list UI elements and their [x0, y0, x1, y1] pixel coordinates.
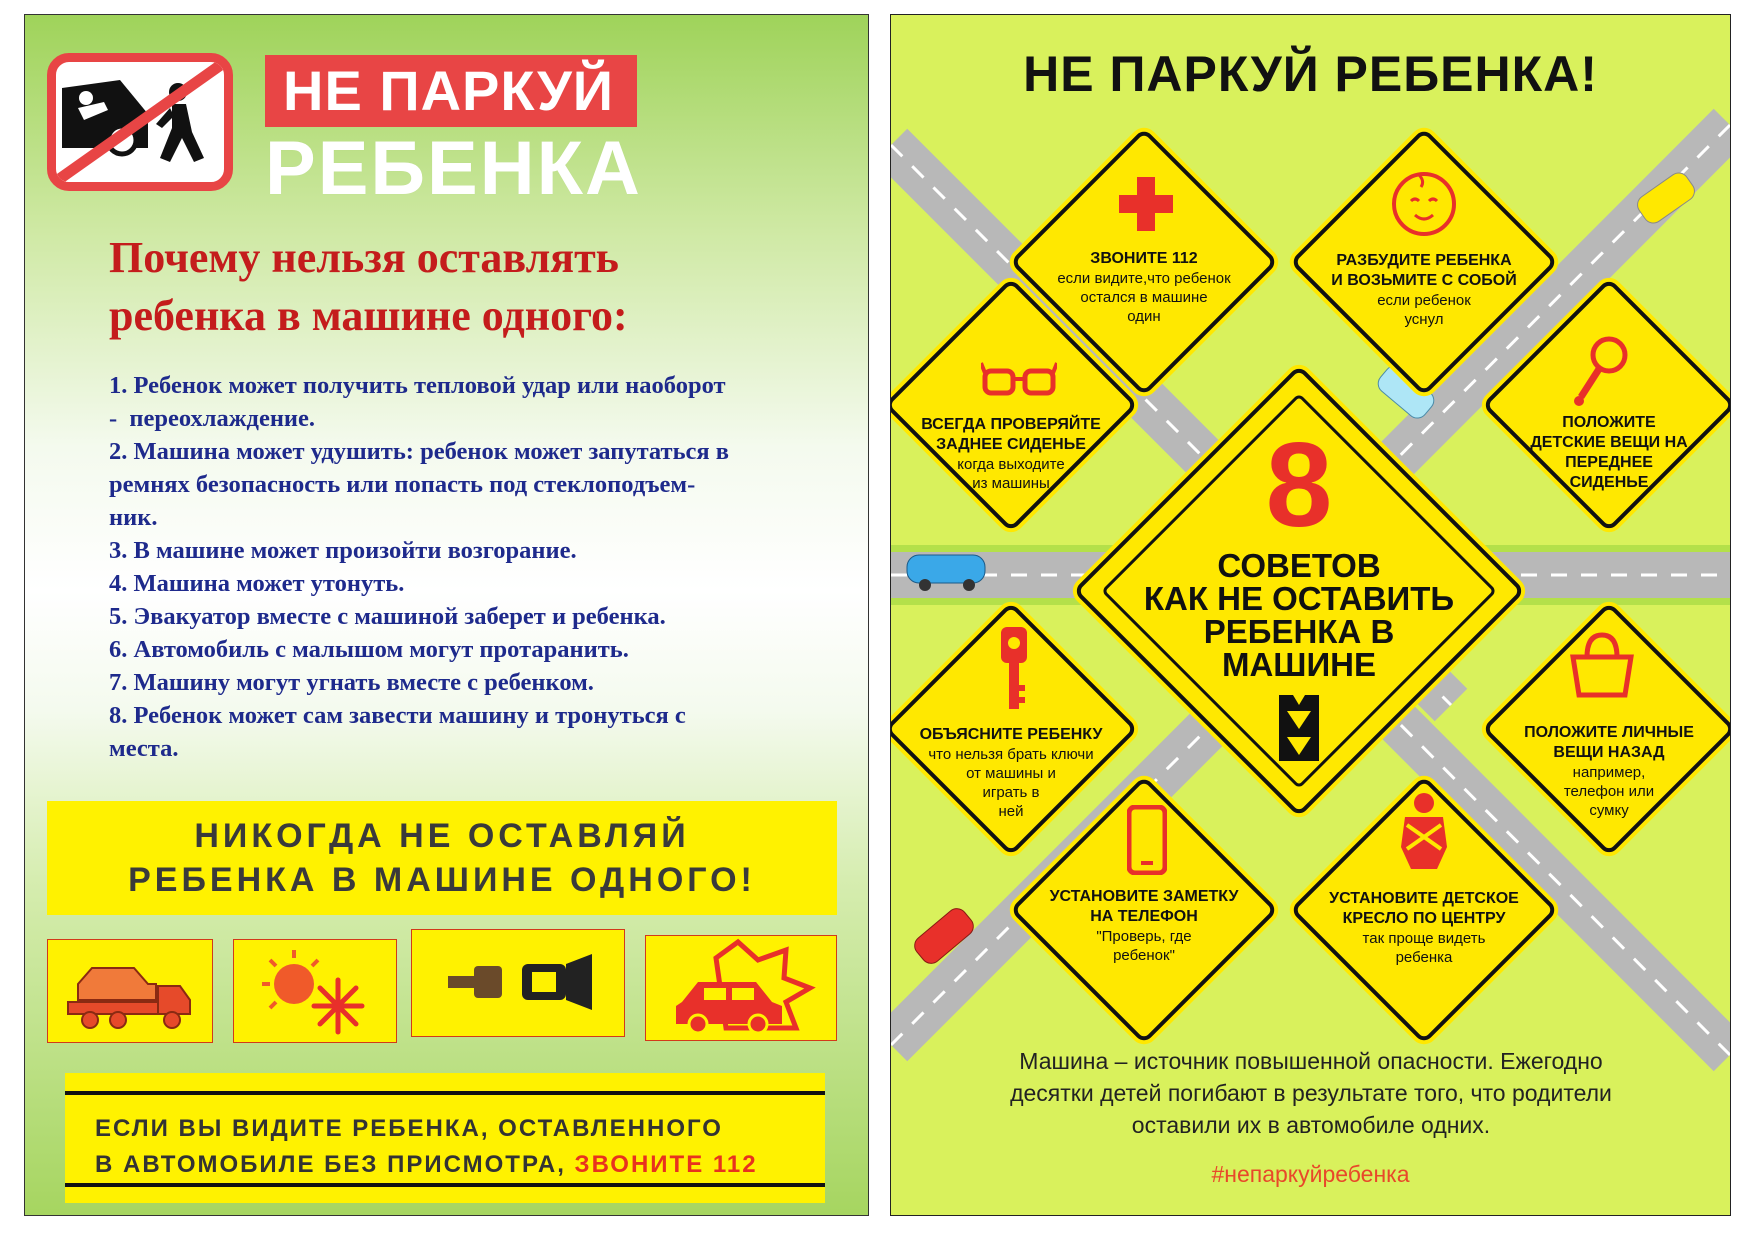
tip-title-line: НА ТЕЛЕФОН: [1090, 908, 1198, 925]
tip-desc-line: ребенка: [1395, 949, 1453, 966]
center-number: 8: [1265, 418, 1333, 552]
car-key-icon: [999, 625, 1029, 713]
tip-desc-line: "Проверь, где: [1096, 928, 1192, 945]
danger-line: Машина – источник повышенной опасности. Ежегодно: [1019, 1048, 1603, 1074]
reason-line: ник.: [109, 504, 158, 531]
car-crash-icon: [645, 935, 837, 1041]
tip-desc-line: телефон или: [1563, 783, 1655, 800]
child-seat-icon: [1391, 791, 1457, 871]
tip-text-phone-reminder: [1044, 887, 1244, 965]
never-line-2: РЕБЕНКА В МАШИНЕ ОДНОГО!: [128, 861, 756, 899]
reason-line: 8. Ребенок может сам завести машину и тронуться с: [109, 702, 686, 729]
danger-line: оставили их в автомобиле одних.: [1131, 1112, 1491, 1138]
reason-line: ремнях безопасность или попасть под стеклоподъем-: [109, 471, 696, 498]
why-heading: [109, 229, 809, 345]
tip-title-line: КРЕСЛО ПО ЦЕНТРУ: [1342, 910, 1506, 927]
right-poster: [890, 14, 1731, 1216]
logo-line-2: РЕБЕНКА: [265, 126, 642, 211]
reason-line: - переохлаждение.: [109, 405, 316, 432]
never-line-1: НИКОГДА НЕ ОСТАВЛЯЙ: [194, 817, 690, 855]
divider: [65, 1091, 825, 1095]
logo-title-red-box: [265, 55, 637, 127]
hashtag: #непаркуйребенка: [1211, 1161, 1410, 1187]
reason-line: 6. Автомобиль с малышом могут протаранить.: [109, 636, 629, 663]
tip-title-line: СИДЕНЬЕ: [1569, 474, 1649, 491]
tip-title-line: УСТАНОВИТЕ ЗАМЕТКУ: [1049, 888, 1239, 905]
center-line-1: СОВЕТОВ: [1217, 547, 1381, 584]
why-heading-line-1: Почему нельзя оставлять: [109, 233, 619, 282]
center-line-3: РЕБЕНКА В: [1203, 613, 1395, 650]
glasses-icon: [981, 359, 1057, 399]
tip-title-line: ВСЕГДА ПРОВЕРЯЙТЕ: [921, 416, 1101, 433]
handbag-icon: [1567, 631, 1637, 699]
tip-desc-line: ребенок": [1113, 947, 1175, 964]
sun-snowflake-icon: [233, 939, 397, 1043]
reason-line: 7. Машину могут угнать вместе с ребенком.: [109, 669, 594, 696]
tip-title-line: И ВОЗЬМИТЕ С СОБОЙ: [1331, 272, 1517, 289]
center-line-4: МАШИНЕ: [1221, 646, 1377, 683]
tip-text-explain-keys: [911, 725, 1111, 821]
right-title: НЕ ПАРКУЙ РЕБЕНКА!: [1023, 46, 1598, 102]
logo-line-1: НЕ ПАРКУЙ: [283, 59, 615, 122]
reason-line: 3. В машине может произойти возгорание.: [109, 537, 577, 564]
call-112-text: [95, 1111, 815, 1183]
tip-text-check-back-seat: [911, 415, 1111, 493]
reason-line: места.: [109, 735, 179, 762]
never-leave-banner: [47, 801, 837, 915]
tip-title-line: ДЕТСКИЕ ВЕЩИ НА: [1530, 434, 1688, 451]
call-line-1: ЕСЛИ ВЫ ВИДИТЕ РЕБЕНКА, ОСТАВЛЕННОГО: [95, 1115, 723, 1142]
tip-title-line: ПОЛОЖИТЕ: [1562, 414, 1656, 431]
tip-text-call-112: [1054, 249, 1234, 326]
reason-line: 5. Эвакуатор вместе с машиной заберет и ребенка.: [109, 603, 666, 630]
center-sign-content: [1139, 418, 1459, 751]
tip-title-line: УСТАНОВИТЕ ДЕТСКОЕ: [1329, 890, 1519, 907]
tip-desc-line: когда выходите: [957, 456, 1065, 473]
tip-text-child-seat-center: [1319, 889, 1529, 967]
no-parking-child-logo-icon: [47, 53, 233, 191]
phone-icon: [1127, 805, 1167, 875]
tip-text-personal-items-back: [1509, 723, 1709, 820]
call-line-2-prefix: В АВТОМОБИЛЕ БЕЗ ПРИСМОТРА,: [95, 1151, 575, 1178]
tip-text-child-items-front: [1519, 413, 1699, 493]
reason-line: 1. Ребенок может получить тепловой удар или наоборот: [109, 372, 726, 399]
tip-desc-line: от машины и: [966, 765, 1056, 782]
tip-title-line: ПЕРЕДНЕЕ: [1565, 454, 1653, 471]
divider: [65, 1183, 825, 1187]
tip-text-wake-child: [1324, 251, 1524, 329]
rattle-icon: [1571, 335, 1631, 407]
baby-face-icon: [1391, 171, 1457, 237]
tip-desc-line: играть в: [982, 784, 1040, 801]
seatbelt-icon: [411, 929, 625, 1037]
tip-desc-line: если видите,что ребенок: [1057, 270, 1231, 287]
reason-line: 4. Машина может утонуть.: [109, 570, 405, 597]
call-112-highlight: ЗВОНИТЕ 112: [574, 1151, 758, 1178]
red-cross-icon: [1119, 177, 1173, 231]
tip-title-line: ПОЛОЖИТЕ ЛИЧНЫЕ: [1524, 724, 1694, 741]
left-poster: [24, 14, 869, 1216]
tip-desc-line: так проще видеть: [1362, 930, 1486, 947]
brand-emblem-icon: [1277, 693, 1321, 763]
tip-title-line: ОБЪЯСНИТЕ РЕБЕНКУ: [919, 726, 1103, 743]
tip-desc-line: из машины: [972, 475, 1050, 492]
tip-title-line: ЗАДНЕЕ СИДЕНЬЕ: [936, 436, 1086, 453]
tip-title-line: ВЕЩИ НАЗАД: [1553, 744, 1665, 761]
tip-desc-line: остался в машине: [1080, 289, 1208, 306]
reason-line: 2. Машина может удушить: ребенок может запутаться в: [109, 438, 730, 465]
tip-desc-line: например,: [1572, 764, 1646, 781]
tip-title-line: РАЗБУДИТЕ РЕБЕНКА: [1336, 252, 1512, 269]
tip-desc-line: один: [1127, 308, 1161, 325]
tip-desc-line: сумку: [1589, 802, 1629, 819]
reasons-list: [109, 369, 849, 765]
tip-desc-line: ней: [998, 803, 1024, 820]
tip-title-line: ЗВОНИТЕ 112: [1090, 250, 1198, 267]
danger-line: десятки детей погибают в результате того, что родители: [1010, 1080, 1612, 1106]
tip-desc-line: уснул: [1404, 311, 1444, 328]
danger-statement: [931, 1045, 1691, 1141]
tip-desc-line: если ребенок: [1377, 292, 1471, 309]
why-heading-line-2: ребенка в машине одного:: [109, 291, 628, 340]
call-112-banner: [65, 1073, 825, 1203]
call-line-2: [95, 1147, 815, 1183]
center-line-2: КАК НЕ ОСТАВИТЬ: [1143, 580, 1455, 617]
tip-desc-line: что нельзя брать ключи: [928, 746, 1094, 763]
tow-truck-icon: [47, 939, 213, 1043]
